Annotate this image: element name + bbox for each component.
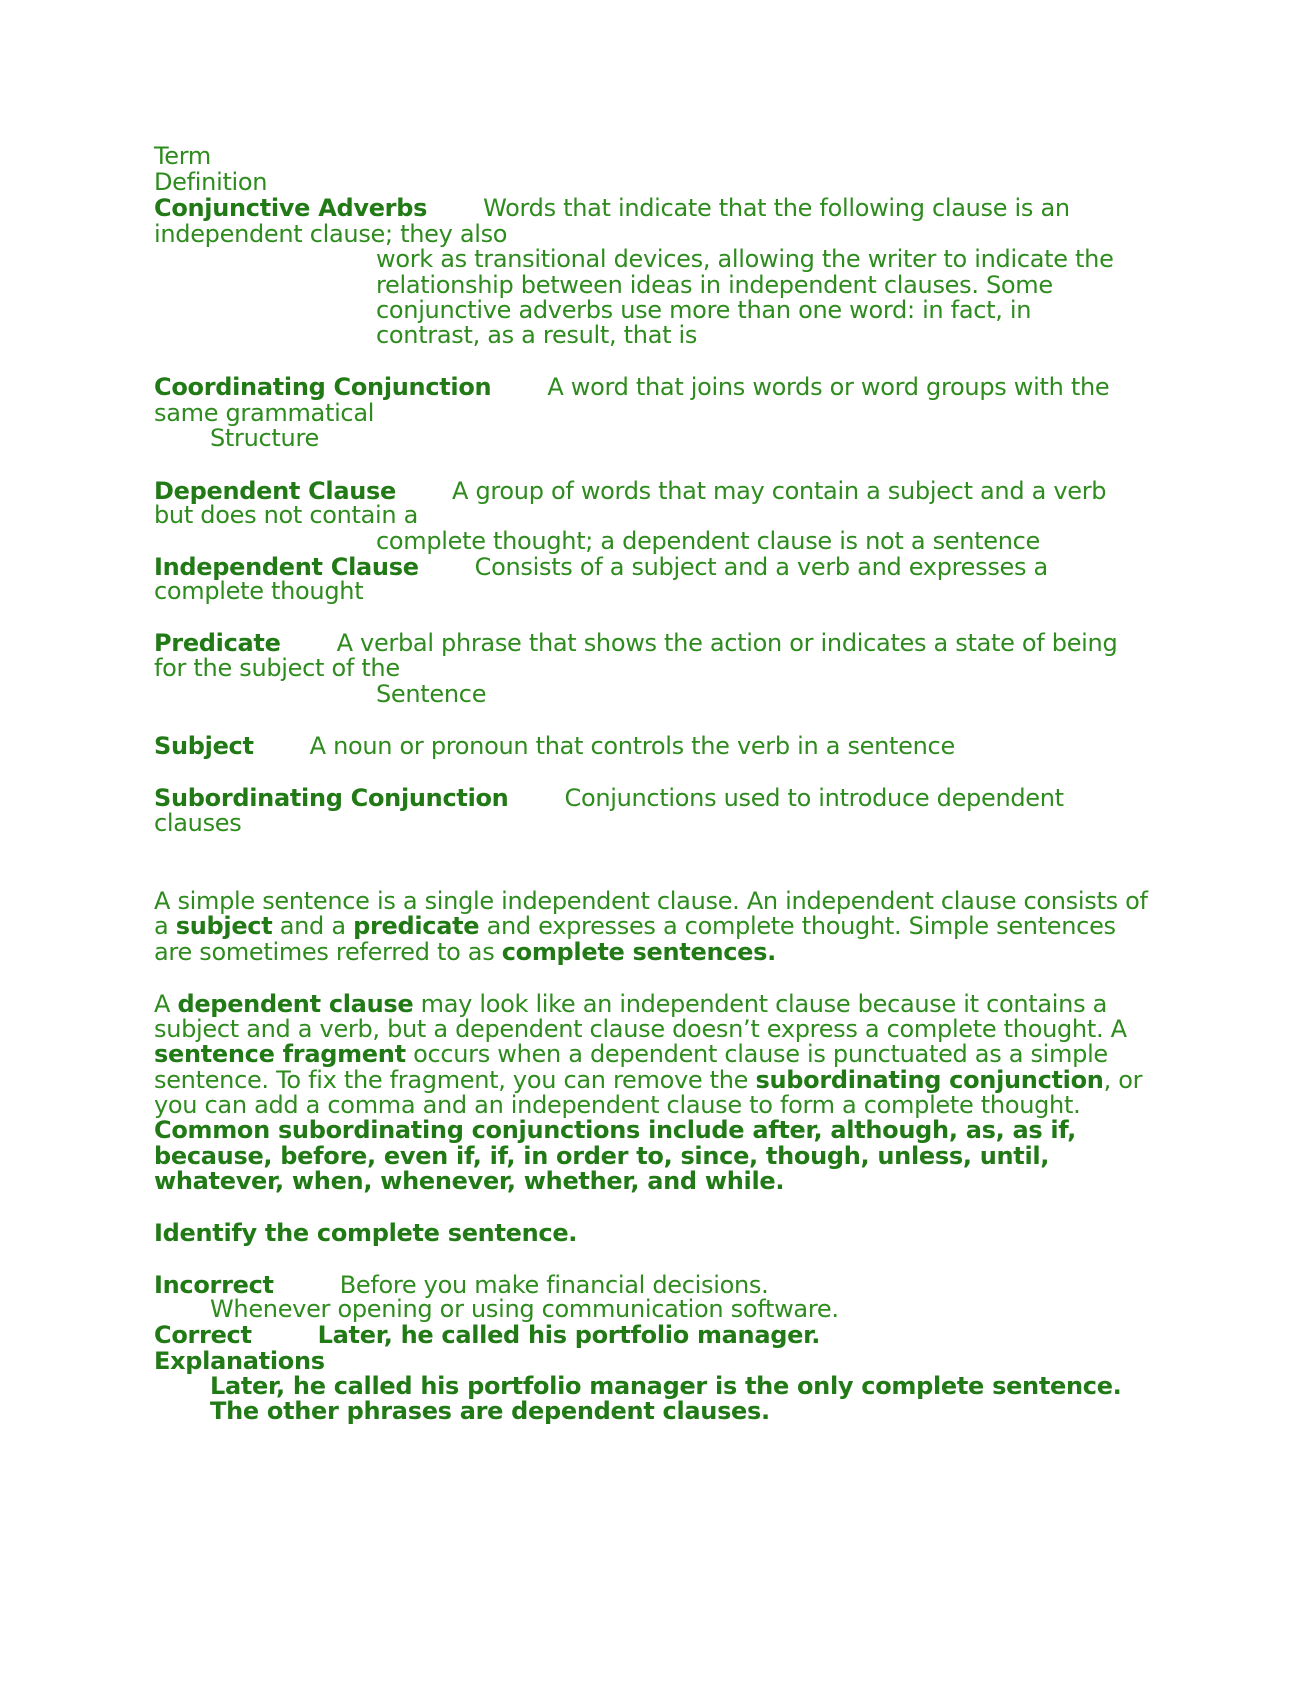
glossary-definition: A noun or pronoun that controls the verb in a sentence [309, 732, 955, 760]
glossary-entry-coordinating-conjunction [154, 374, 1109, 402]
glossary-definition-line: complete thought [154, 577, 364, 605]
paragraph-1-line: A simple sentence is a single independent clause. An independent clause consists of [154, 887, 1148, 915]
bold-term: complete sentences. [501, 938, 776, 966]
paragraph-1-line: are sometimes referred to as complete sentences. [154, 938, 776, 966]
glossary-definition: A group of words that may contain a subject and a verb [452, 477, 1107, 505]
correct-label: Correct [154, 1321, 252, 1349]
glossary-definition: Words that indicate that the following clause is an [483, 194, 1070, 222]
paragraph-2-line: whatever, when, whenever, whether, and while. [154, 1167, 785, 1195]
bold-term: sentence fragment [154, 1040, 406, 1068]
glossary-term: Independent Clause [154, 553, 419, 581]
paragraph-2-line: you can add a comma and an independent clause to form a complete thought. [154, 1091, 1081, 1119]
explanation-line: Later, he called his portfolio manager is the only complete sentence. [210, 1372, 1122, 1400]
glossary-definition-line: Structure [210, 424, 319, 452]
glossary-definition-line: independent clause; they also [154, 220, 508, 248]
glossary-definition: A verbal phrase that shows the action or indicates a state of being [336, 629, 1118, 657]
glossary-definition: Conjunctions used to introduce dependent [564, 784, 1064, 812]
glossary-entry-subject [154, 733, 955, 761]
term-header: Term [154, 142, 211, 170]
bold-term: subject [175, 912, 273, 940]
bold-term: predicate [353, 912, 480, 940]
paragraph-2-line: because, before, even if, if, in order to, since, though, unless, until, [154, 1142, 1050, 1170]
glossary-entry-conjunctive-adverbs [154, 195, 1070, 223]
bold-term: dependent clause [177, 990, 414, 1018]
glossary-definition-line: complete thought; a dependent clause is not a sentence [376, 527, 1040, 555]
paragraph-2-line: sentence. To fix the fragment, you can remove the subordinating conjunction, or [154, 1066, 1143, 1094]
bold-term: subordinating conjunction [755, 1066, 1104, 1094]
incorrect-label: Incorrect [154, 1271, 274, 1299]
glossary-definition-line: conjunctive adverbs use more than one word: in fact, in [376, 296, 1032, 324]
glossary-definition-line: contrast, as a result, that is [376, 321, 698, 349]
paragraph-2-line: sentence fragment occurs when a dependent clause is punctuated as a simple [154, 1040, 1108, 1068]
glossary-term: Coordinating Conjunction [154, 373, 492, 401]
paragraph-2-line: subject and a verb, but a dependent clause doesn’t express a complete thought. A [154, 1015, 1127, 1043]
exercise-prompt: Identify the complete sentence. [154, 1219, 578, 1247]
definition-header: Definition [154, 168, 268, 196]
glossary-term: Subordinating Conjunction [154, 784, 509, 812]
paragraph-2-line: Common subordinating conjunctions include after, although, as, as if, [154, 1116, 1076, 1144]
glossary-definition-line: same grammatical [154, 399, 375, 427]
glossary-entry-subordinating-conjunction [154, 785, 1064, 813]
glossary-definition: Consists of a subject and a verb and expresses a [474, 553, 1048, 581]
glossary-term: Dependent Clause [154, 477, 396, 505]
glossary-term: Conjunctive Adverbs [154, 194, 428, 222]
glossary-term: Predicate [154, 629, 281, 657]
explanation-line: The other phrases are dependent clauses. [210, 1397, 770, 1425]
correct-row [154, 1322, 820, 1350]
correct-answer: Later, he called his portfolio manager. [317, 1321, 821, 1349]
glossary-definition-line: work as transitional devices, allowing the writer to indicate the [376, 245, 1114, 273]
glossary-term: Subject [154, 732, 254, 760]
glossary-definition-line: but does not contain a [154, 501, 419, 529]
glossary-definition: A word that joins words or word groups with the [547, 373, 1110, 401]
glossary-definition-line: Sentence [376, 680, 487, 708]
glossary-definition-line: for the subject of the [154, 654, 400, 682]
glossary-definition-line: clauses [154, 809, 242, 837]
incorrect-option: Before you make financial decisions. [339, 1271, 769, 1299]
incorrect-option: Whenever opening or using communication software. [210, 1295, 839, 1323]
explanations-label: Explanations [154, 1347, 325, 1375]
glossary-definition-line: relationship between ideas in independent clauses. Some [376, 271, 1053, 299]
paragraph-2-line: A dependent clause may look like an independent clause because it contains a [154, 990, 1108, 1018]
paragraph-1-line: a subject and a predicate and expresses a complete thought. Simple sentences [154, 912, 1116, 940]
